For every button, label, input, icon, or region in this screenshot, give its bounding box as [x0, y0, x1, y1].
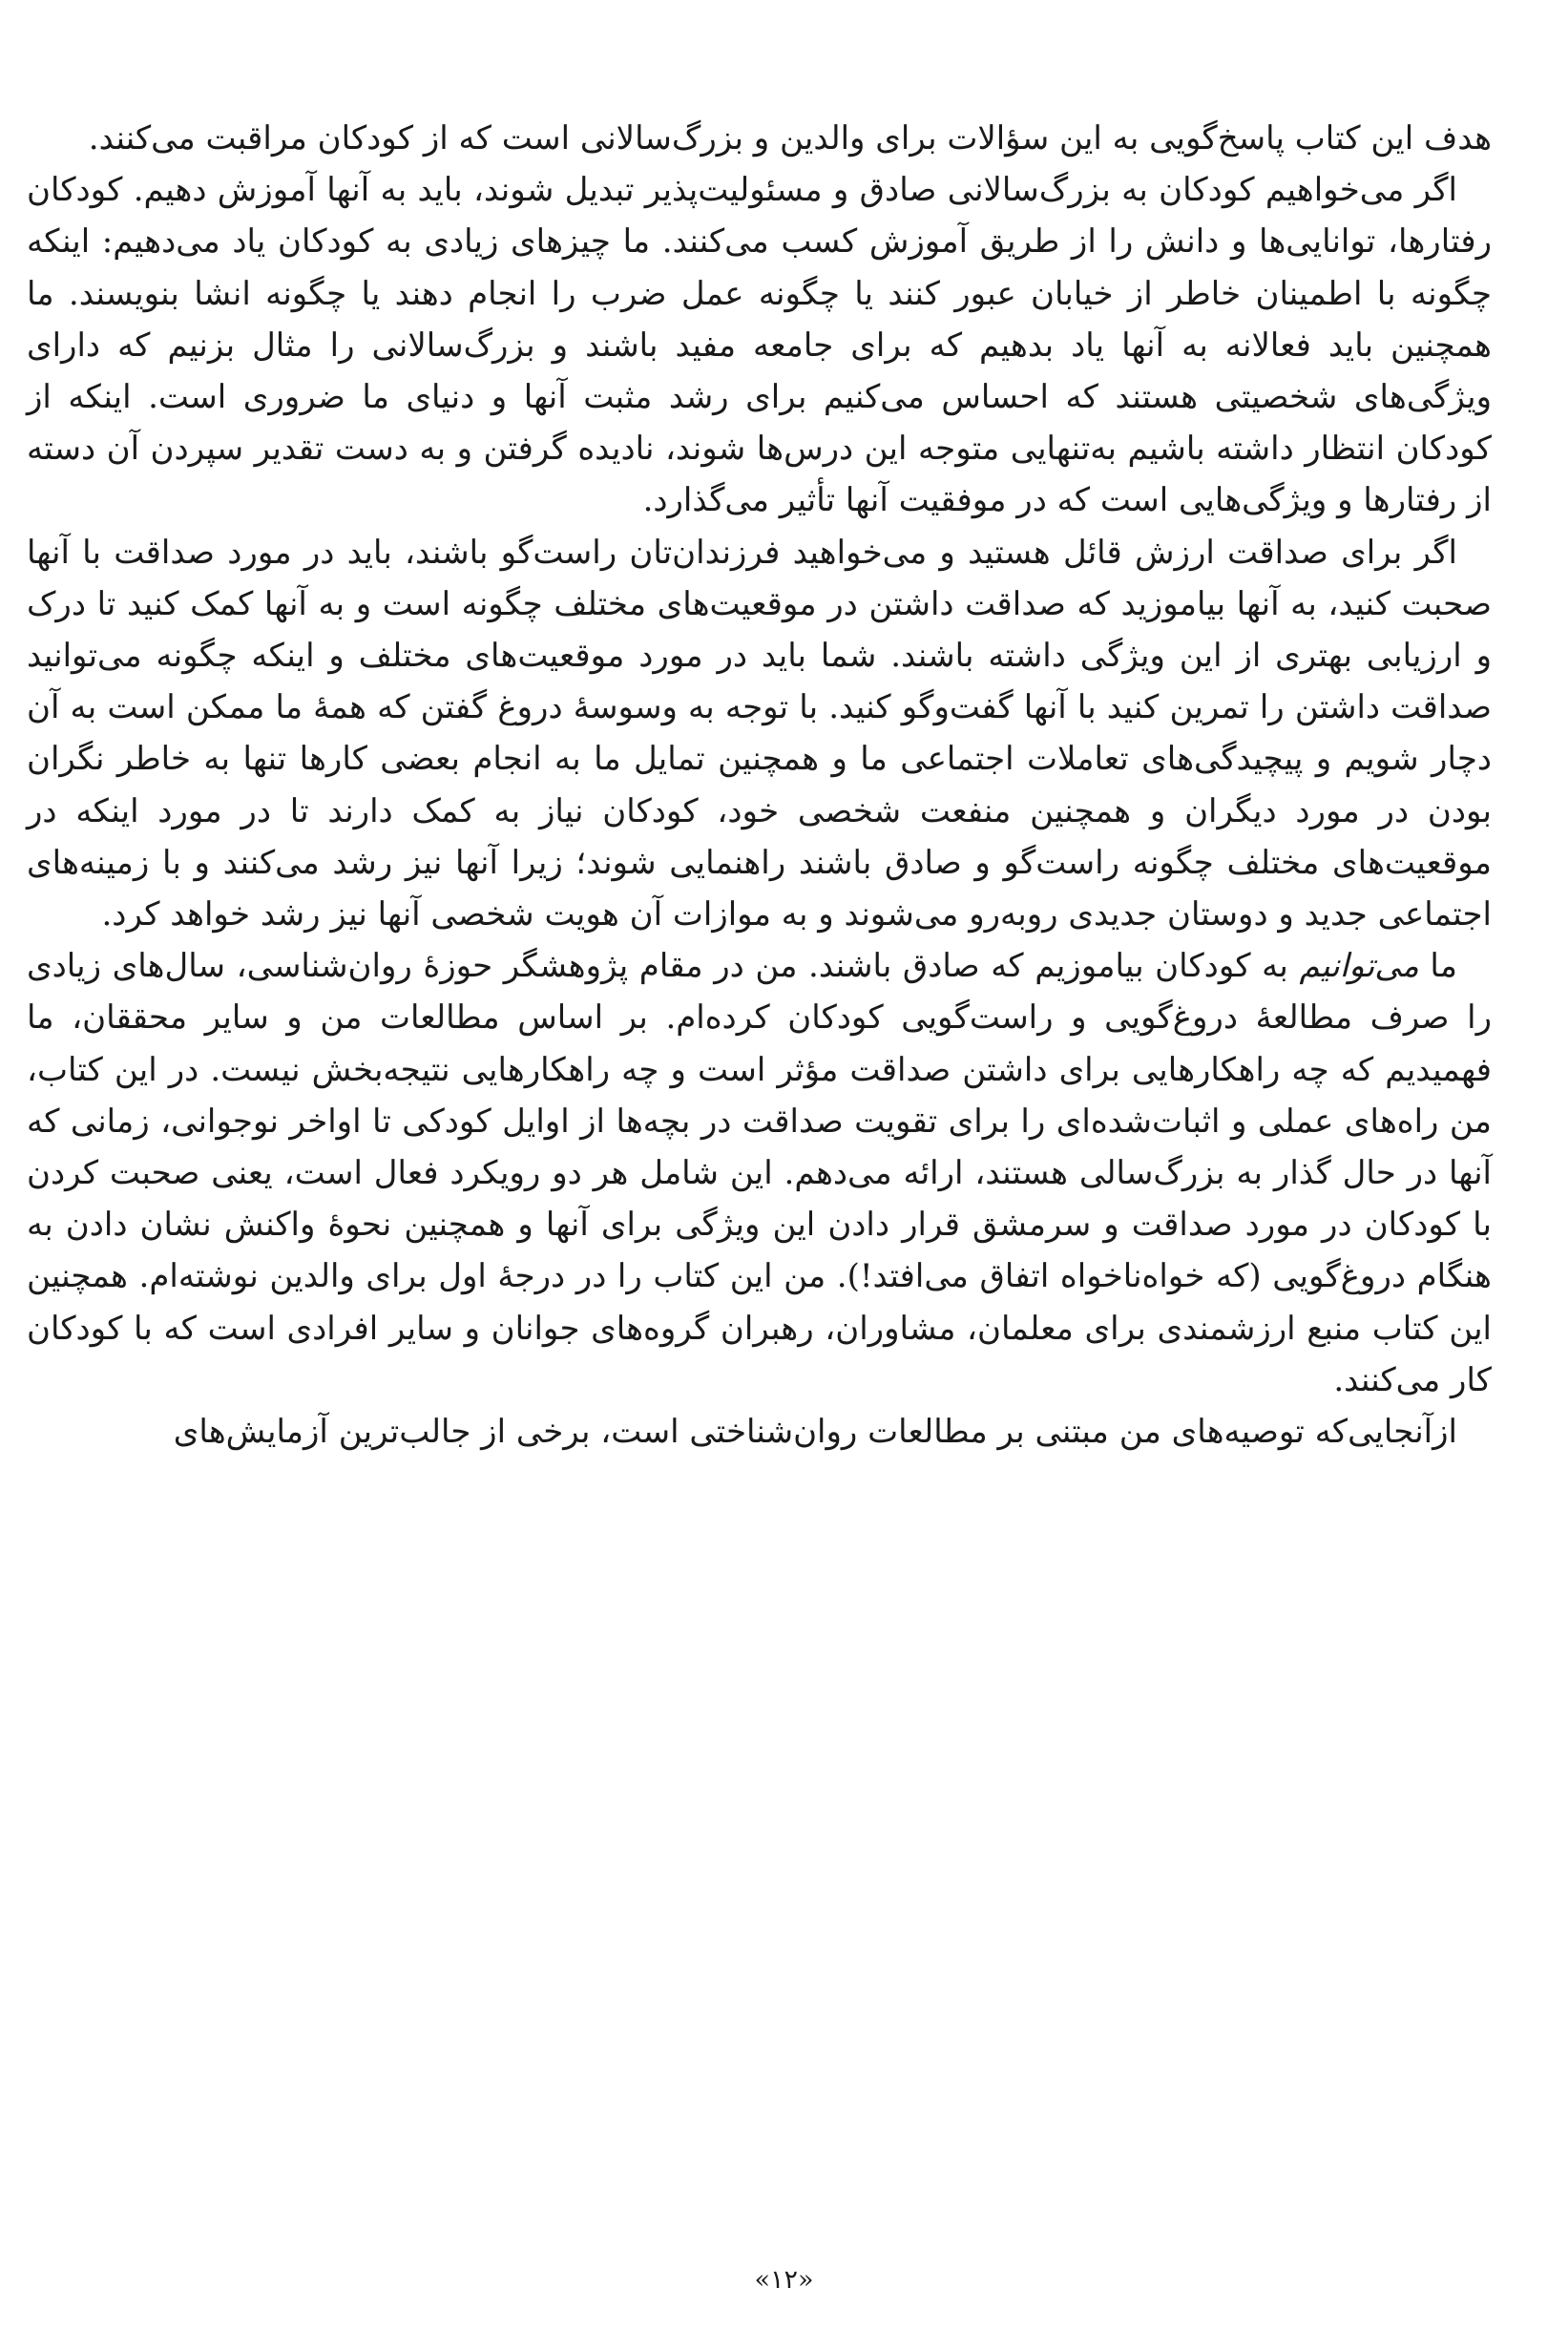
paragraph-purpose-text: هدف این کتاب پاسخ‌گویی به این سؤالات برای والدین و بزرگ‌سالانی است که از کودکان مراقبت می‌کنند.	[88, 119, 1492, 157]
paragraph-recommendations-text: ازآنجایی‌که توصیه‌های من مبتنی بر مطالعات روان‌شناختی است، برخی از جالب‌ترین آزمایش‌های	[173, 1413, 1457, 1452]
paragraph-research-lead: ما	[1418, 947, 1457, 986]
paragraph-research	[27, 940, 1492, 1406]
paragraph-purpose	[27, 113, 1492, 164]
paragraph-teaching	[27, 164, 1492, 526]
paragraph-teaching-text: اگر می‌خواهیم کودکان به بزرگ‌سالانی صادق و مسئولیت‌پذیر تبدیل شوند، باید به آنها آموزش دهیم. کودکان رفتارها، توانایی‌ها و دانش را از طریق آموزش کسب می‌کنند. ما چیزهای زیادی به کودکان یاد می‌دهیم: اینکه چگونه با اطمینان خاطر از خیابان عبور کنند یا چگونه عمل ضرب را انجام دهند یا چگونه انشا بنویسند. ما همچنین باید فعالانه به آنها یاد بدهیم که برای جامعه مفید باشند و بزرگ‌سالانی را مثال بزنیم که دارای ویژگی‌های شخصیتی هستند که احساس می‌کنیم برای رشد مثبت آنها و دنیای ما ضروری است. اینکه از کودکان انتظار داشته باشیم به‌تنهایی متوجه این درس‌ها شوند، نادیده گرفتن و به دست تقدیر سپردن آن دسته از رفتارها و ویژگی‌هایی است که در موفقیت آنها تأثیر می‌گذارد.	[27, 171, 1492, 520]
emphasized-word: می‌توانیم	[1299, 947, 1419, 986]
paragraph-recommendations	[27, 1406, 1492, 1458]
paragraph-research-text: به کودکان بیاموزیم که صادق باشند. من در مقام پژوهشگر حوزهٔ روان‌شناسی، سال‌های زیادی را صرف مطالعهٔ دروغ‌گویی و راست‌گویی کودکان کرده‌ام. بر اساس مطالعات من و سایر محققان، ما فهمیدیم که چه راهکارهایی برای داشتن صداقت مؤثر است و چه راهکارهایی نتیجه‌بخش نیست. در این کتاب، من راه‌های عملی و اثبات‌شده‌ای را برای تقویت صداقت در بچه‌ها از اوایل کودکی تا اواخر نوجوانی، زمانی که آنها در حال گذار به بزرگ‌سالی هستند، ارائه می‌دهم. این شامل هر دو رویکرد فعال است، یعنی صحبت کردن با کودکان در مورد صداقت و سرمشق قرار دادن این ویژگی برای آنها و همچنین نحوهٔ واکنش نشان دادن به هنگام دروغ‌گویی (که خواه‌ناخواه اتفاق می‌افتد!). من این کتاب را در درجهٔ اول برای والدین نوشته‌ام. همچنین این کتاب منبع ارزشمندی برای معلمان، مشاوران، رهبران گروه‌های جوانان و سایر افرادی است که با کودکان کار می‌کنند.	[27, 947, 1492, 1399]
page-body	[27, 113, 1492, 1458]
paragraph-honesty-value-text: اگر برای صداقت ارزش قائل هستید و می‌خواهید فرزندان‌تان راست‌گو باشند، باید در مورد صداقت با آنها صحبت کنید، به آنها بیاموزید که صداقت داشتن در موقعیت‌های مختلف چگونه است و به آنها کمک کنید تا درک و ارزیابی بهتری از این ویژگی داشته باشند. شما باید در مورد موقعیت‌های مختلف و اینکه چگونه می‌توانید صداقت داشتن را تمرین کنید با آنها گفت‌وگو کنید. با توجه به وسوسهٔ دروغ گفتن که همهٔ ما ممکن است به آن دچار شویم و پیچیدگی‌های تعاملات اجتماعی ما و همچنین تمایل ما به انجام بعضی کارها تنها به خاطر نگران بودن در مورد دیگران و همچنین منفعت شخصی خود، کودکان نیاز به کمک دارند تا در مورد اینکه در موقعیت‌های مختلف چگونه راست‌گو و صادق باشند راهنمایی شوند؛ زیرا آنها نیز رشد می‌کنند و با زمینه‌های اجتماعی جدید و دوستان جدیدی روبه‌رو می‌شوند و به موازات آن هویت شخصی آنها نیز رشد خواهد کرد.	[27, 533, 1492, 934]
paragraph-honesty-value	[27, 527, 1492, 941]
page-number: «۱۲»	[754, 2265, 814, 2295]
